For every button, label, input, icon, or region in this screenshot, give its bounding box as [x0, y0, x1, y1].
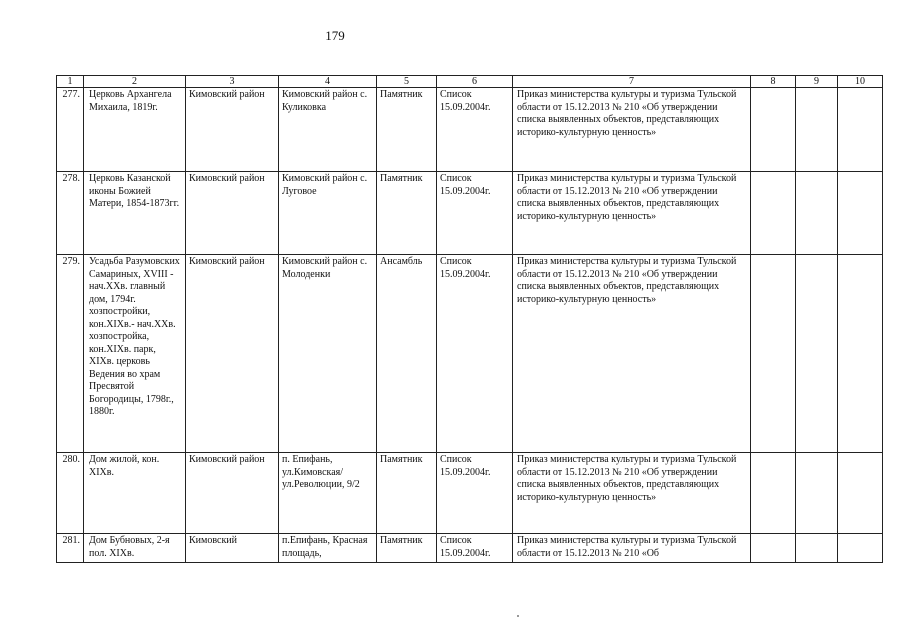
column-8-cell: [751, 453, 796, 534]
list-date: Список 15.09.2004г.: [437, 534, 513, 563]
row-number: 277.: [57, 88, 84, 172]
table-row: [57, 453, 883, 534]
district: Кимовский: [186, 534, 279, 563]
column-8-cell: [751, 534, 796, 563]
column-header: 2: [84, 76, 186, 88]
object-name: Дом жилой, кон. XIXв.: [84, 453, 186, 534]
district: Кимовский район: [186, 172, 279, 255]
column-10-cell: [838, 534, 883, 563]
address: Кимовский район с. Куликовка: [279, 88, 377, 172]
column-8-cell: [751, 172, 796, 255]
order-reference: Приказ министерства культуры и туризма Тульской области от 15.12.2013 № 210 «Об утверждении списка выявленных объектов, представляющих историко-культурную ценность»: [513, 172, 751, 255]
order-reference: Приказ министерства культуры и туризма Тульской области от 15.12.2013 № 210 «Об: [513, 534, 751, 563]
row-number: 279.: [57, 255, 84, 453]
table-row: [57, 88, 883, 172]
object-name: Церковь Казанской иконы Божией Матери, 1854-1873гг.: [84, 172, 186, 255]
object-type: Памятник: [377, 172, 437, 255]
column-10-cell: [838, 453, 883, 534]
district: Кимовский район: [186, 88, 279, 172]
object-type: Памятник: [377, 453, 437, 534]
column-9-cell: [796, 88, 838, 172]
district: Кимовский район: [186, 255, 279, 453]
object-name: Усадьба Разумовских Самариных, XVIII - нач.XXв. главный дом, 1794г. хозпостройки, кон.XIXв.- нач.XXв. хозпостройка, кон.XIXв. парк, XIXв. церковь Ведения во храм Пресвятой Богородицы, 1798г., 1880г.: [84, 255, 186, 453]
order-reference: Приказ министерства культуры и туризма Тульской области от 15.12.2013 № 210 «Об утверждении списка выявленных объектов, представляющих историко-культурную ценность»: [513, 88, 751, 172]
scan-speck: [517, 615, 519, 617]
address: п. Епифань, ул.Кимовская/ ул.Революции, 9/2: [279, 453, 377, 534]
address: п.Епифань, Красная площадь,: [279, 534, 377, 563]
list-date: Список 15.09.2004г.: [437, 255, 513, 453]
order-reference: Приказ министерства культуры и туризма Тульской области от 15.12.2013 № 210 «Об утверждении списка выявленных объектов, представляющих историко-культурную ценность»: [513, 453, 751, 534]
address: Кимовский район с. Молоденки: [279, 255, 377, 453]
column-8-cell: [751, 255, 796, 453]
object-name: Дом Бубновых, 2-я пол. XIXв.: [84, 534, 186, 563]
row-number: 280.: [57, 453, 84, 534]
column-8-cell: [751, 88, 796, 172]
list-date: Список 15.09.2004г.: [437, 88, 513, 172]
column-header: 9: [796, 76, 838, 88]
column-9-cell: [796, 172, 838, 255]
table-row: [57, 534, 883, 563]
column-9-cell: [796, 534, 838, 563]
column-header: 8: [751, 76, 796, 88]
row-number: 281.: [57, 534, 84, 563]
object-name: Церковь Архангела Михаила, 1819г.: [84, 88, 186, 172]
page-number: 179: [325, 28, 345, 43]
column-10-cell: [838, 88, 883, 172]
table-row: [57, 255, 883, 453]
column-9-cell: [796, 255, 838, 453]
column-header: 6: [437, 76, 513, 88]
object-type: Памятник: [377, 88, 437, 172]
column-header: 5: [377, 76, 437, 88]
district: Кимовский район: [186, 453, 279, 534]
table-row: [57, 172, 883, 255]
column-9-cell: [796, 453, 838, 534]
address: Кимовский район с. Луговое: [279, 172, 377, 255]
heritage-registry-table: [56, 75, 883, 563]
column-10-cell: [838, 172, 883, 255]
order-reference: Приказ министерства культуры и туризма Тульской области от 15.12.2013 № 210 «Об утверждении списка выявленных объектов, представляющих историко-культурную ценность»: [513, 255, 751, 453]
header-row: [57, 76, 883, 88]
row-number: 278.: [57, 172, 84, 255]
column-header: 4: [279, 76, 377, 88]
list-date: Список 15.09.2004г.: [437, 453, 513, 534]
object-type: Ансамбль: [377, 255, 437, 453]
list-date: Список 15.09.2004г.: [437, 172, 513, 255]
column-header: 10: [838, 76, 883, 88]
object-type: Памятник: [377, 534, 437, 563]
column-header: 1: [57, 76, 84, 88]
column-header: 3: [186, 76, 279, 88]
column-10-cell: [838, 255, 883, 453]
column-header: 7: [513, 76, 751, 88]
